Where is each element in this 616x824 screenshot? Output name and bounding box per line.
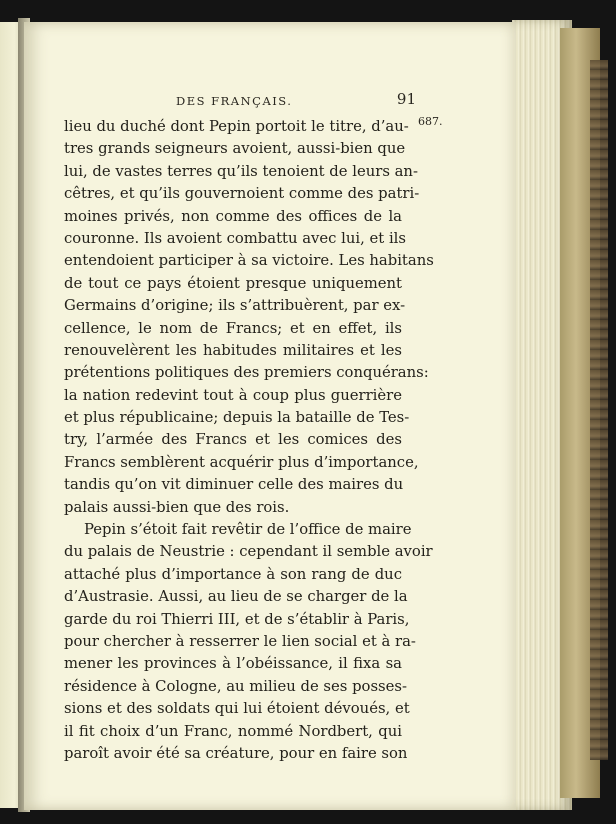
text-line: Pepin s’étoit fait revêtir de l’office de maire <box>84 521 412 539</box>
text-line: résidence à Cologne, au milieu de ses posses- <box>64 677 407 695</box>
text-line: pour chercher à resserrer le lien social et à ra- <box>64 632 416 650</box>
text-line: lui, de vastes terres qu’ils tenoient de leurs an- <box>64 162 418 180</box>
text-line: prétentions politiques des premiers conquérans: <box>64 364 429 382</box>
text-line: tres grands seigneurs avoient, aussi-bien que <box>64 140 406 158</box>
text-line: try, l’armée des Francs et les comices des <box>64 431 402 449</box>
running-title: DES FRANÇAIS. <box>176 94 293 108</box>
text-line: Francs semblèrent acquérir plus d’importance, <box>64 453 419 471</box>
text-line: paroît avoir été sa créature, pour en faire son <box>64 744 408 762</box>
text-line: et plus républicaine; depuis la bataille de Tes- <box>64 409 410 427</box>
text-line: entendoient participer à sa victoire. Les habitans <box>64 252 434 270</box>
text-line: sions et des soldats qui lui étoient dévoués, et <box>64 700 410 718</box>
text-line: de tout ce pays étoient presque uniquement <box>64 274 402 292</box>
text-line: attaché plus d’importance à son rang de duc <box>64 565 402 583</box>
page-number: 91 <box>396 90 416 108</box>
text-line: du palais de Neustrie : cependant il semble avoir <box>64 543 433 561</box>
text-line: d’Austrasie. Aussi, au lieu de se charger de la <box>64 588 408 606</box>
text-line: renouvelèrent les habitudes militaires et les <box>64 341 402 359</box>
text-line: palais aussi-bien que des rois. <box>64 498 290 516</box>
text-line: lieu du duché dont Pepin portoit le titre, d’au- <box>64 118 409 135</box>
text-line: cellence, le nom de Francs; et en effet, ils <box>64 319 402 337</box>
text-line: Germains d’origine; ils s’attribuèrent, par ex- <box>64 297 406 315</box>
margin-date: 687. <box>418 115 443 128</box>
text-line: couronne. Ils avoient combattu avec lui, et ils <box>64 229 407 247</box>
text-line: tandis qu’on vit diminuer celle des maires du <box>64 476 404 494</box>
text-line: cêtres, et qu’ils gouvernoient comme des patri- <box>64 185 420 203</box>
text-line: il fit choix d’un Franc, nommé Nordbert, qui <box>64 722 402 740</box>
text-line: garde du roi Thierri III, et de s’établir à Paris, <box>64 610 410 628</box>
page-header <box>76 92 416 116</box>
text-line: moines privés, non comme des offices de la <box>64 207 402 225</box>
cover-binding <box>590 60 608 760</box>
text-line: mener les provinces à l’obéissance, il fixa sa <box>64 655 402 673</box>
text-line: la nation redevint tout à coup plus guerrière <box>64 386 402 404</box>
